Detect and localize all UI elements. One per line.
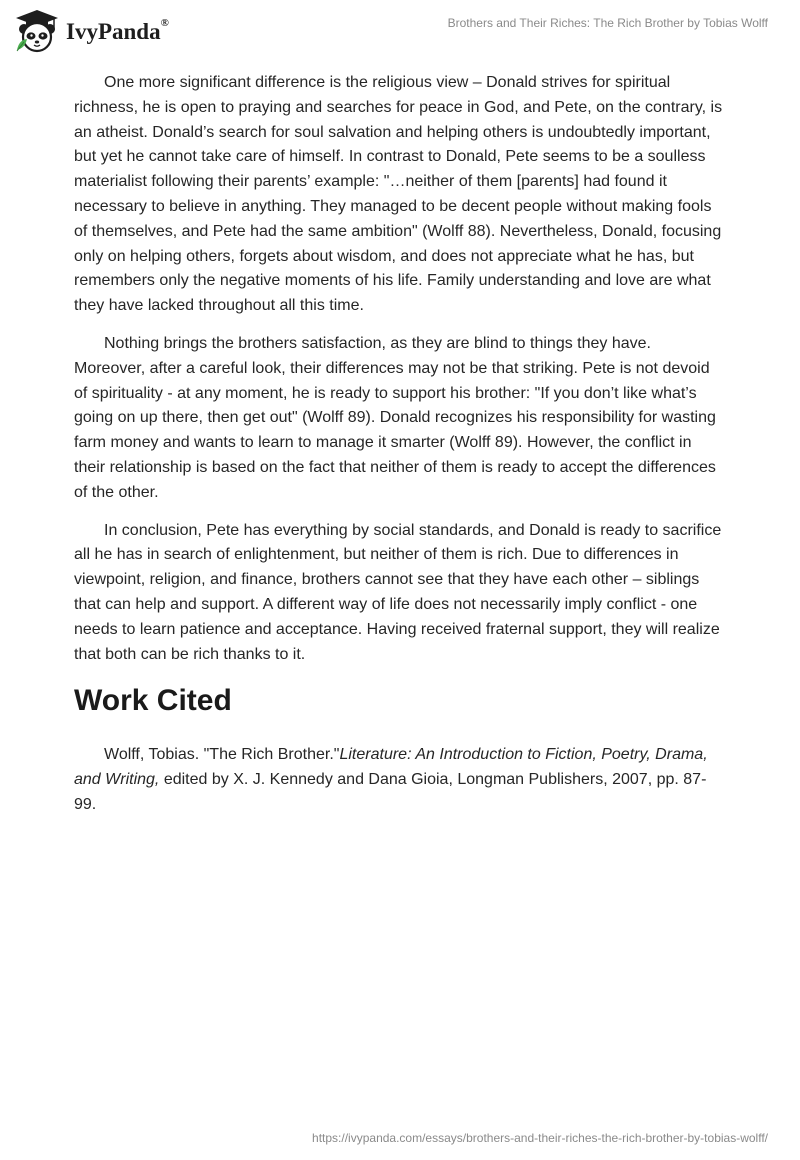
page-header — [0, 0, 800, 60]
citation-book-title: Literature: An Introduction to Fiction, Poetry, Drama, and Writing, — [74, 746, 708, 789]
paragraph-satisfaction: Nothing brings the brothers satisfaction, as they are blind to things they have. Moreover, after a careful look, their differences may not be that striking. Pete is not devoid of spirituality - at any moment, he is ready to support his brother: "If you don’t like what’s going on up there, then get out" (Wolff 89). Donald recognizes his responsibility for wasting farm money and wants to learn to manage it smarter (Wolff 89). However, the conflict in their relationship is based on the fact that neither of them is ready to accept the differences of the other. — [74, 334, 716, 501]
panda-icon — [14, 9, 60, 53]
paragraph-religion: One more significant difference is the religious view – Donald strives for spiritual richness, he is open to praying and searches for peace in God, and Pete, on the contrary, is an atheist. Donald’s search for soul salvation and helping others is undoubtedly important, but yet he cannot take care of himself. In contrast to Donald, Pete seems to be a soulless materialist following their parents’ example: "…neither of them [parents] had found it necessary to believe in anything. They managed to be decent people without making fools of themselves, and Pete had the same ambition" (Wolff 88). Nevertheless, Donald, focusing only on helping others, forgets about wisdom, and does not appreciate what he has, but remembers only the negative moments of his life. Family understanding and love are what they have lacked throughout all this time. — [74, 74, 723, 315]
works-cited-heading: Work Cited — [74, 684, 232, 718]
source-url[interactable]: https://ivypanda.com/essays/brothers-and-their-riches-the-rich-brother-by-tobias-wolff/ — [312, 1131, 768, 1145]
ivypanda-logo[interactable] — [14, 9, 169, 53]
citation-entry — [74, 743, 726, 817]
essay-body — [74, 71, 726, 818]
citation-publication: edited by X. J. Kennedy and Dana Gioia, Longman Publishers, 2007, pp. 87-99. — [74, 771, 707, 813]
brand-name: IvyPanda® — [66, 17, 169, 44]
citation-author-title: Wolff, Tobias. "The Rich Brother." — [104, 746, 340, 764]
paragraph-conclusion: In conclusion, Pete has everything by social standards, and Donald is ready to sacrifice all he has in search of enlightenment, but neither of them is rich. Due to differences in viewpoint, religion, and finance, brothers cannot see that they have each other – siblings that can help and support. A different way of life does not necessarily imply conflict - one needs to learn patience and acceptance. Having received fraternal support, they will realize that both can be rich thanks to it. — [74, 521, 722, 663]
running-title: Brothers and Their Riches: The Rich Brother by Tobias Wolff — [447, 16, 768, 30]
